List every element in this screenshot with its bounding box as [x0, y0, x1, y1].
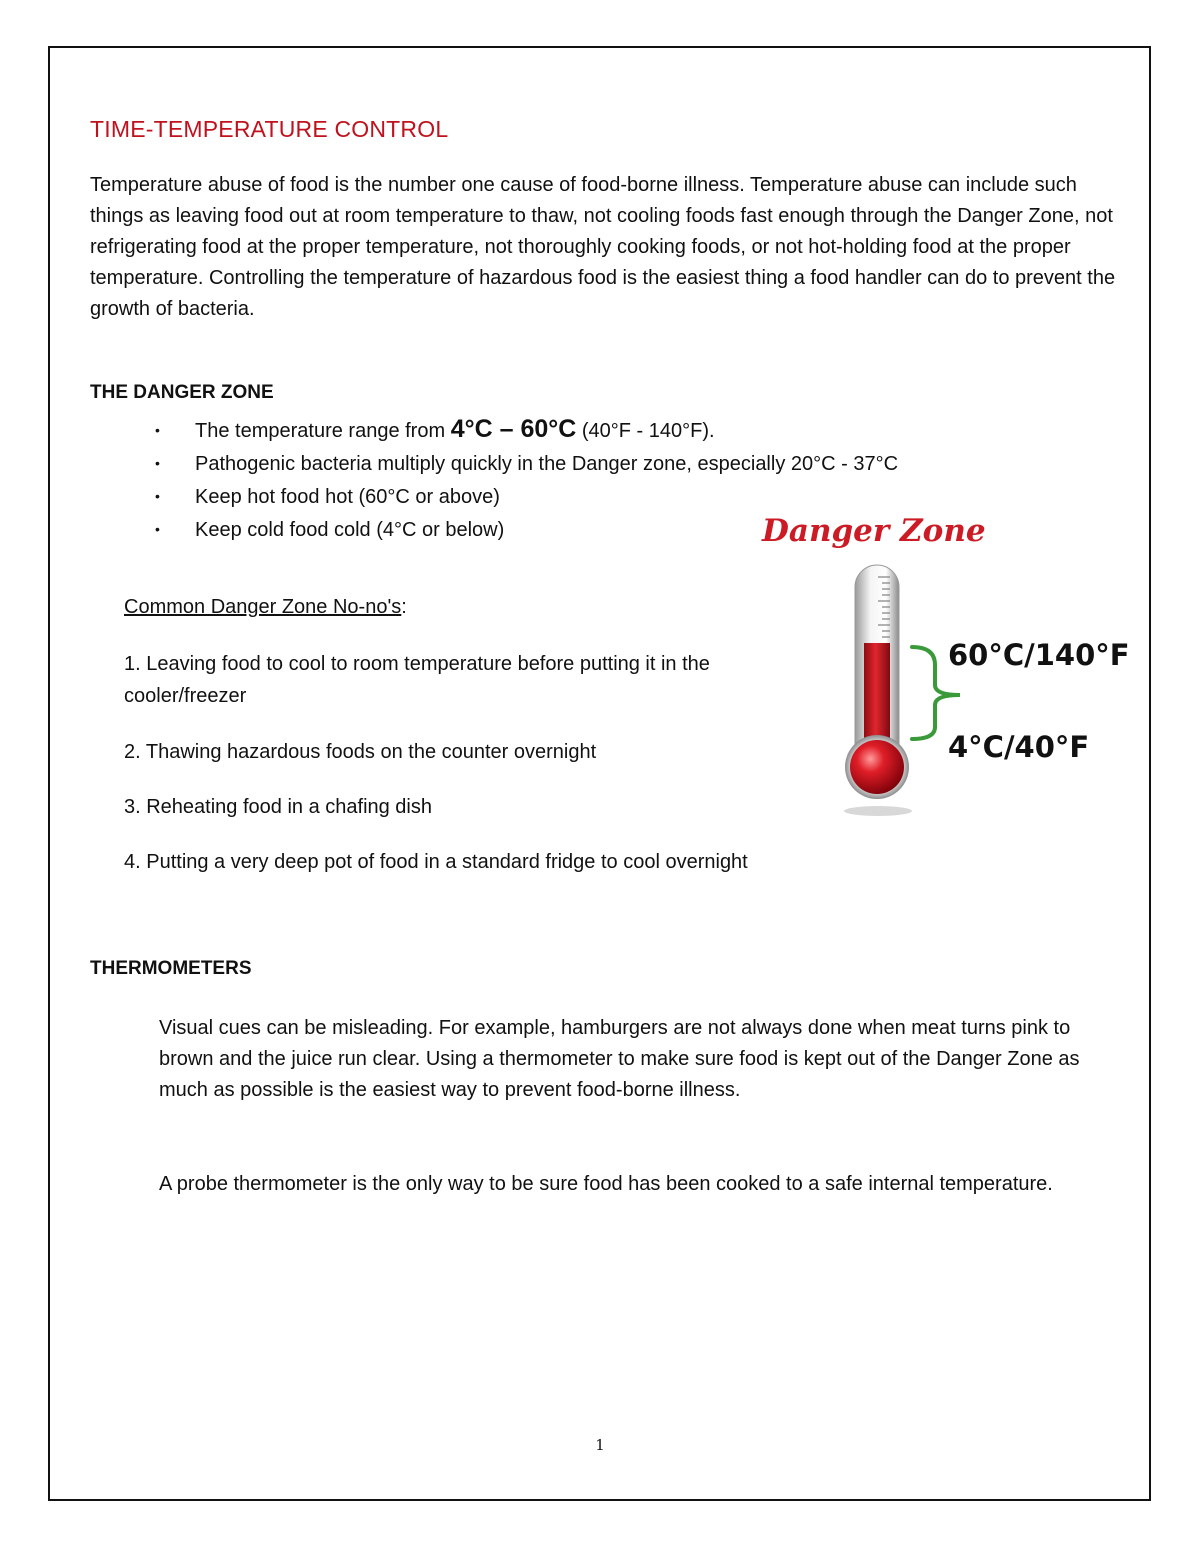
nono-item-2: 2. Thawing hazardous foods on the counter overnight [124, 741, 597, 763]
list-item [155, 448, 898, 481]
danger-zone-heading: THE DANGER ZONE [90, 382, 274, 403]
high-temp-label: 60°C/140°F [948, 638, 1130, 672]
list-item-text: Keep hot food hot (60°C or above) [195, 486, 500, 508]
range-suffix: (40°F - 140°F). [576, 420, 715, 442]
bullet-icon: • [155, 455, 160, 471]
nonos-heading-text: Common Danger Zone No-no's [124, 596, 402, 618]
intro-text: Temperature abuse of food is the number one cause of food-borne illness. Temperature abuse can include such things as leaving food out at room temperature to thaw, not cooling foods fast enough through the Danger Zone, not refrigerating food at the proper temperature, not thoroughly cooking foods, or not hot-holding food at the proper temperature. Controlling the temperature of hazardous food is the easiest thing a food handler can do to prevent the growth of bacteria. [90, 174, 1116, 320]
range-prefix: The temperature range from [195, 420, 451, 442]
nonos-heading [124, 596, 407, 619]
danger-zone-title: Danger Zone [762, 513, 986, 549]
thermometer-shadow [844, 806, 912, 816]
page-number: 1 [595, 1436, 605, 1454]
thermometer-illustration [760, 505, 1180, 825]
list-item [155, 413, 898, 448]
danger-zone-image [760, 505, 1180, 825]
nono-item-3: 3. Reheating food in a chafing dish [124, 796, 432, 818]
low-temp-label: 4°C/40°F [948, 730, 1090, 764]
thermometers-paragraph-1: Visual cues can be misleading. For example, hamburgers are not always done when meat turns pink to brown and the juice run clear. Using a thermometer to make sure food is kept out of the Danger Zone as much as possible is the easiest way to prevent food-borne illness. [159, 1017, 1080, 1101]
list-item-text: Pathogenic bacteria multiply quickly in the Danger zone, especially 20°C - 37°C [195, 453, 899, 475]
page-title: TIME-TEMPERATURE CONTROL [90, 116, 449, 142]
bullet-icon: • [155, 521, 160, 537]
list-item-text: Keep cold food cold (4°C or below) [195, 519, 505, 541]
nono-item-4: 4. Putting a very deep pot of food in a standard fridge to cool overnight [124, 851, 748, 873]
thermometers-heading: THERMOMETERS [90, 958, 252, 979]
bullet-icon: • [155, 488, 160, 504]
list-item-text [195, 413, 715, 447]
intro-paragraph [90, 170, 1120, 325]
nono-item-1: 1. Leaving food to cool to room temperature before putting it in the cooler/freezer [124, 653, 710, 707]
nonos-heading-colon: : [401, 596, 407, 618]
range-value: 4°C – 60°C [450, 415, 577, 443]
thermometers-paragraph-2: A probe thermometer is the only way to be sure food has been cooked to a safe internal temperature. [159, 1173, 1053, 1195]
bullet-icon: • [155, 422, 160, 438]
thermometer-bulb [850, 740, 904, 794]
